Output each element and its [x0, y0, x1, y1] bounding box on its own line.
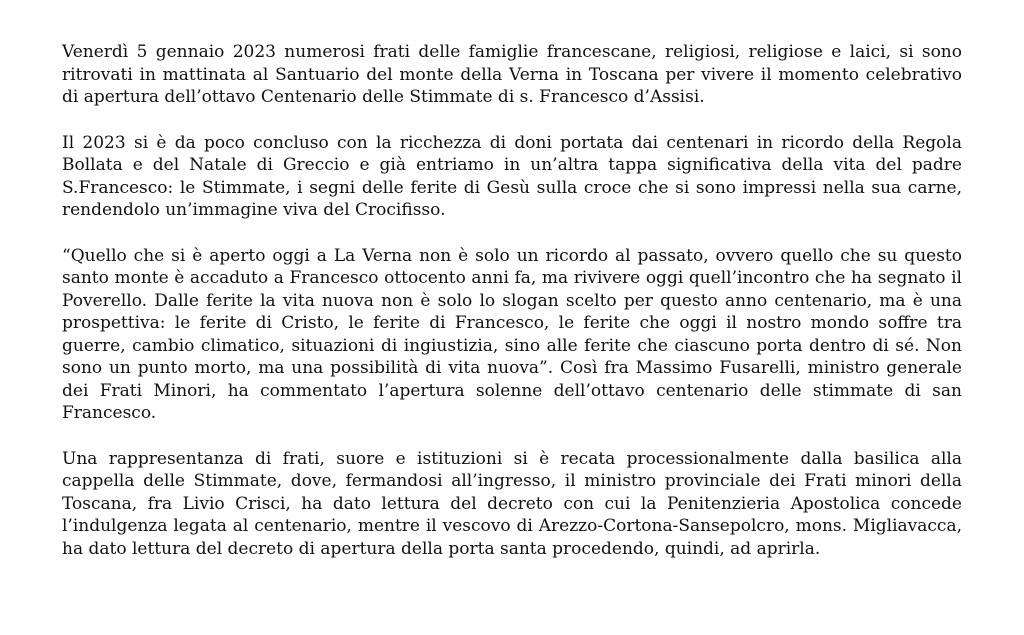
paragraph-minister-quote: “Quello che si è aperto oggi a La Verna non è solo un ricordo al passato, ovvero quello che su questo santo monte è accaduto a Francesco ottocento anni fa, ma rivivere oggi quell’incontro che ha segnato il Poverello. Dalle ferite la vita nuova non è solo lo slogan scelto per questo anno centenario, ma è una prospettiva: le ferite di Cristo, le ferite di Francesco, le ferite che oggi il nostro mondo soffre tra guerre, cambio climatico, situazioni di ingiustizia, sino alle ferite che ciascuno porta dentro di sé. Non sono un punto morto, ma una possibilità di vita nuova”. Così fra Massimo Fusarelli, ministro generale dei Frati Minori, ha commentato l’apertura solenne dell’ottavo centenario delle stimmate di san Francesco.	[62, 245, 962, 423]
paragraph-opening-event: Venerdì 5 gennaio 2023 numerosi frati delle famiglie francescane, religiosi, religiose e laici, si sono ritrovati in mattinata al Santuario del monte della Verna in Toscana per vivere il momento celebrativo di apertura dell’ottavo Centenario delle Stimmate di s. Francesco d’Assisi.	[62, 42, 962, 107]
paragraph-procession: Una rappresentanza di frati, suore e istituzioni si è recata processionalmente dalla basilica alla cappella delle Stimmate, dove, fermandosi all’ingresso, il ministro provinciale dei Frati minori della Toscana, fra Livio Crisci, ha dato lettura del decreto con cui la Penitenzieria Apostolica concede l’indulgenza legata al centenario, mentre il vescovo di Arezzo-Cortona-Sansepolcro, mons. Migliavacca, ha dato lettura del decreto di apertura della porta santa procedendo, quindi, ad aprirla.	[62, 448, 962, 559]
document-body	[62, 41, 962, 583]
paragraph-centenary-context: Il 2023 si è da poco concluso con la ricchezza di doni portata dai centenari in ricordo della Regola Bollata e del Natale di Greccio e già entriamo in un’altra tappa significativa della vita del padre S.Francesco: le Stimmate, i segni delle ferite di Gesù sulla croce che si sono impressi nella sua carne, rendendolo un’immagine viva del Crocifisso.	[62, 132, 962, 220]
